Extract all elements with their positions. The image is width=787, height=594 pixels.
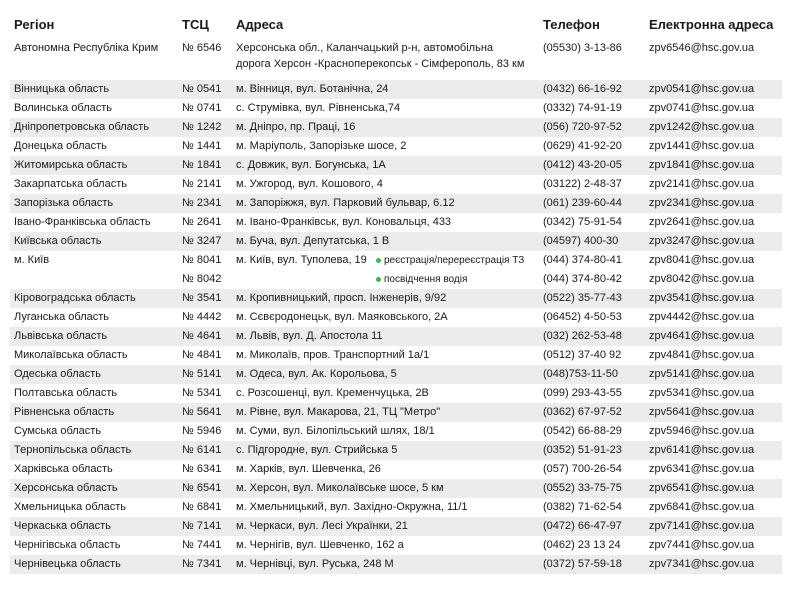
cell-tsc: № 1441 — [182, 140, 222, 152]
cell-phone: (0342) 75-91-54 — [543, 216, 622, 228]
cell-email[interactable]: zpv2641@hsc.gov.ua — [649, 216, 755, 228]
cell-region: Івано-Франківська область — [14, 216, 151, 228]
cell-region: Сумська область — [14, 425, 102, 437]
table-row — [10, 289, 782, 308]
cell-region: Донецька область — [14, 140, 107, 152]
cell-phone: (0472) 66-47-97 — [543, 520, 622, 532]
cell-address: с. Розсошенці, вул. Кременчуцька, 2В — [236, 387, 429, 399]
cell-phone: (0552) 33-75-75 — [543, 482, 622, 494]
cell-address: м. Дніпро, пр. Праці, 16 — [236, 121, 356, 133]
cell-tsc: № 2341 — [182, 197, 222, 209]
note-text: реєстрація/перереєстрація ТЗ — [384, 255, 525, 266]
cell-region: Хмельницька область — [14, 501, 127, 513]
table-row — [10, 555, 782, 574]
cell-region: Вінницька область — [14, 83, 110, 95]
bullet-dot-icon — [376, 277, 381, 282]
table-row — [10, 441, 782, 460]
contacts-table — [10, 10, 782, 574]
cell-address: м. Івано-Франківськ, вул. Коновальця, 433 — [236, 216, 452, 228]
cell-phone: (056) 720-97-52 — [543, 121, 622, 133]
cell-region: Автономна Республіка Крим — [14, 42, 159, 54]
table-row — [10, 327, 782, 346]
cell-tsc: № 8041 — [182, 254, 222, 266]
cell-tsc: № 1841 — [182, 159, 222, 171]
cell-phone: (044) 374-80-42 — [543, 273, 622, 285]
cell-phone: (04597) 400-30 — [543, 235, 619, 247]
cell-address: м. Запоріжжя, вул. Парковий бульвар, 6.12 — [236, 197, 455, 209]
header-phone: Телефон — [543, 16, 600, 32]
cell-email[interactable]: zpv5341@hsc.gov.ua — [649, 387, 755, 399]
cell-email[interactable]: zpv6341@hsc.gov.ua — [649, 463, 755, 475]
table-row — [10, 422, 782, 441]
cell-phone: (06452) 4-50-53 — [543, 311, 622, 323]
cell-email[interactable]: zpv3541@hsc.gov.ua — [649, 292, 755, 304]
cell-address: м. Рівне, вул. Макарова, 21, ТЦ "Метро" — [236, 406, 441, 418]
cell-email[interactable]: zpv0541@hsc.gov.ua — [649, 83, 755, 95]
cell-tsc: № 5641 — [182, 406, 222, 418]
cell-tsc: № 6541 — [182, 482, 222, 494]
service-note — [376, 270, 543, 289]
cell-email[interactable]: zpv1242@hsc.gov.ua — [649, 121, 755, 133]
cell-email[interactable]: zpv4442@hsc.gov.ua — [649, 311, 755, 323]
table-row — [10, 517, 782, 536]
header-region: Регіон — [14, 16, 55, 32]
cell-region: Херсонська область — [14, 482, 118, 494]
table-row — [10, 536, 782, 555]
cell-tsc: № 0541 — [182, 83, 222, 95]
cell-address: с. Підгородне, вул. Стрийська 5 — [236, 444, 398, 456]
cell-tsc: № 3247 — [182, 235, 222, 247]
cell-tsc: № 8042 — [182, 273, 222, 285]
cell-address: м. Чернігів, вул. Шевченко, 162 а — [236, 539, 404, 551]
cell-phone: (0382) 71-62-54 — [543, 501, 622, 513]
cell-address: м. Одеса, вул. Ак. Корольова, 5 — [236, 368, 397, 380]
cell-email[interactable]: zpv8041@hsc.gov.ua — [649, 254, 755, 266]
cell-region: Львівська область — [14, 330, 108, 342]
cell-email[interactable]: zpv7441@hsc.gov.ua — [649, 539, 755, 551]
cell-email[interactable]: zpv8042@hsc.gov.ua — [649, 273, 755, 285]
cell-phone: (0332) 74-91-19 — [543, 102, 622, 114]
cell-region: Тернопільська область — [14, 444, 132, 456]
cell-address: м. Чернівці, вул. Руська, 248 М — [236, 558, 394, 570]
cell-region: м. Київ — [14, 254, 50, 266]
cell-address: м. Маріуполь, Запорізьке шосе, 2 — [236, 140, 407, 152]
cell-email[interactable]: zpv6546@hsc.gov.ua — [649, 42, 755, 54]
table-row — [10, 137, 782, 156]
cell-region: Одеська область — [14, 368, 102, 380]
cell-address: м. Київ, вул. Туполева, 19 — [236, 254, 367, 266]
cell-email[interactable]: zpv4641@hsc.gov.ua — [649, 330, 755, 342]
cell-region: Закарпатська область — [14, 178, 127, 190]
cell-region: Луганська область — [14, 311, 109, 323]
cell-tsc: № 6341 — [182, 463, 222, 475]
cell-tsc: № 5341 — [182, 387, 222, 399]
cell-phone: (0522) 35-77-43 — [543, 292, 622, 304]
table-row — [10, 175, 782, 194]
cell-email[interactable]: zpv2141@hsc.gov.ua — [649, 178, 755, 190]
cell-address: м. Сєвєродонецьк, вул. Маяковського, 2А — [236, 311, 448, 323]
cell-region: Чернівецька область — [14, 558, 121, 570]
cell-address: м. Херсон, вул. Миколаївське шосе, 5 км — [236, 482, 444, 494]
cell-phone: (0372) 57-59-18 — [543, 558, 622, 570]
cell-address: м. Вінниця, вул. Ботанічна, 24 — [236, 83, 389, 95]
service-note — [376, 251, 543, 270]
cell-phone: (0432) 66-16-92 — [543, 83, 622, 95]
table-row — [10, 118, 782, 137]
cell-address: м. Суми, вул. Білопільський шлях, 18/1 — [236, 425, 435, 437]
cell-region: Рівненська область — [14, 406, 115, 418]
cell-tsc: № 4442 — [182, 311, 222, 323]
cell-address: м. Буча, вул. Депутатська, 1 В — [236, 235, 390, 247]
cell-phone: (0462) 23 13 24 — [543, 539, 621, 551]
cell-tsc: № 2641 — [182, 216, 222, 228]
cell-tsc: № 0741 — [182, 102, 222, 114]
table-row-kyiv-1 — [10, 251, 782, 270]
cell-region: Черкаська область — [14, 520, 111, 532]
cell-email[interactable]: zpv7141@hsc.gov.ua — [649, 520, 755, 532]
table-row — [10, 99, 782, 118]
cell-email[interactable]: zpv5946@hsc.gov.ua — [649, 425, 755, 437]
cell-region: Харківська область — [14, 463, 113, 475]
cell-email[interactable]: zpv2341@hsc.gov.ua — [649, 197, 755, 209]
cell-tsc: № 7341 — [182, 558, 222, 570]
table-row — [10, 156, 782, 175]
table-row — [10, 308, 782, 327]
cell-region: Чернігівська область — [14, 539, 121, 551]
cell-address: с. Струмівка, вул. Рівненська,74 — [236, 102, 401, 114]
cell-email[interactable]: zpv1441@hsc.gov.ua — [649, 140, 755, 152]
table-row — [10, 460, 782, 479]
cell-tsc: № 6841 — [182, 501, 222, 513]
cell-email[interactable]: zpv6841@hsc.gov.ua — [649, 501, 755, 513]
table-row — [10, 479, 782, 498]
cell-region: Кіровоградська область — [14, 292, 136, 304]
table-row — [10, 213, 782, 232]
header-email: Електронна адреса — [649, 16, 774, 32]
table-row — [10, 403, 782, 422]
cell-email[interactable]: zpv5141@hsc.gov.ua — [649, 368, 755, 380]
cell-email[interactable]: zpv3247@hsc.gov.ua — [649, 235, 755, 247]
cell-region: Миколаївська область — [14, 349, 128, 361]
note-text: посвідчення водія — [384, 274, 468, 285]
cell-address: м. Миколаїв, пров. Транспортний 1а/1 — [236, 349, 430, 361]
cell-tsc: № 4841 — [182, 349, 222, 361]
cell-tsc: № 5946 — [182, 425, 222, 437]
cell-tsc: № 6546 — [182, 42, 222, 54]
cell-phone: (057) 700-26-54 — [543, 463, 622, 475]
cell-phone: (044) 374-80-41 — [543, 254, 622, 266]
cell-region: Дніпропетровська область — [14, 121, 150, 133]
table-row — [10, 365, 782, 384]
cell-phone: (0352) 51-91-23 — [543, 444, 622, 456]
bullet-dot-icon — [376, 258, 381, 263]
table-row — [10, 38, 782, 76]
cell-tsc: № 7141 — [182, 520, 222, 532]
cell-tsc: № 5141 — [182, 368, 222, 380]
address-line: Херсонська обл., Каланчацький р-н, автомобільна — [236, 42, 494, 54]
cell-tsc: № 2141 — [182, 178, 222, 190]
cell-address: с. Довжик, вул. Богунська, 1А — [236, 159, 386, 171]
cell-phone: (0629) 41-92-20 — [543, 140, 622, 152]
cell-phone: (048)753-11-50 — [543, 368, 619, 380]
cell-phone: (061) 239-60-44 — [543, 197, 622, 209]
cell-phone: (0512) 37-40 92 — [543, 349, 622, 361]
table-row — [10, 384, 782, 403]
cell-region: Запорізька область — [14, 197, 114, 209]
cell-email[interactable]: zpv0741@hsc.gov.ua — [649, 102, 755, 114]
table-header — [10, 10, 782, 38]
cell-tsc: № 4641 — [182, 330, 222, 342]
cell-phone: (0412) 43-20-05 — [543, 159, 622, 171]
cell-phone: (032) 262-53-48 — [543, 330, 622, 342]
cell-region: Волинська область — [14, 102, 113, 114]
address-line: дорога Херсон -Красноперекопськ - Сімферополь, 83 км — [236, 58, 525, 70]
table-row — [10, 194, 782, 213]
cell-tsc: № 7441 — [182, 539, 222, 551]
cell-phone: (099) 293-43-55 — [543, 387, 622, 399]
cell-phone: (0362) 67-97-52 — [543, 406, 622, 418]
cell-address: м. Кропивницький, просп. Інженерів, 9/92 — [236, 292, 447, 304]
cell-email[interactable]: zpv6141@hsc.gov.ua — [649, 444, 755, 456]
cell-region: Житомирська область — [14, 159, 128, 171]
cell-tsc: № 3541 — [182, 292, 222, 304]
cell-phone: (05530) 3-13-86 — [543, 42, 622, 54]
cell-region: Полтавська область — [14, 387, 118, 399]
cell-phone: (03122) 2-48-37 — [543, 178, 622, 190]
cell-tsc: № 1242 — [182, 121, 222, 133]
table-row — [10, 232, 782, 251]
cell-email[interactable]: zpv7341@hsc.gov.ua — [649, 558, 755, 570]
header-address: Адреса — [236, 16, 284, 32]
table-row — [10, 346, 782, 365]
cell-email[interactable]: zpv1841@hsc.gov.ua — [649, 159, 755, 171]
header-tsc: ТСЦ — [182, 16, 209, 32]
cell-address: м. Харків, вул. Шевченка, 26 — [236, 463, 381, 475]
cell-tsc: № 6141 — [182, 444, 222, 456]
cell-address: м. Черкаси, вул. Лесі Українки, 21 — [236, 520, 408, 532]
table-row-kyiv-2 — [10, 270, 782, 289]
table-row — [10, 80, 782, 99]
cell-address: м. Ужгород, вул. Кошового, 4 — [236, 178, 383, 190]
cell-address — [236, 40, 543, 76]
cell-email[interactable]: zpv5641@hsc.gov.ua — [649, 406, 755, 418]
cell-address: м. Львів, вул. Д. Апостола 11 — [236, 330, 383, 342]
cell-email[interactable]: zpv6541@hsc.gov.ua — [649, 482, 755, 494]
cell-region: Київська область — [14, 235, 102, 247]
table-row — [10, 498, 782, 517]
cell-phone: (0542) 66-88-29 — [543, 425, 622, 437]
cell-email[interactable]: zpv4841@hsc.gov.ua — [649, 349, 755, 361]
cell-address: м. Хмельницький, вул. Західно-Окружна, 11/1 — [236, 501, 468, 513]
